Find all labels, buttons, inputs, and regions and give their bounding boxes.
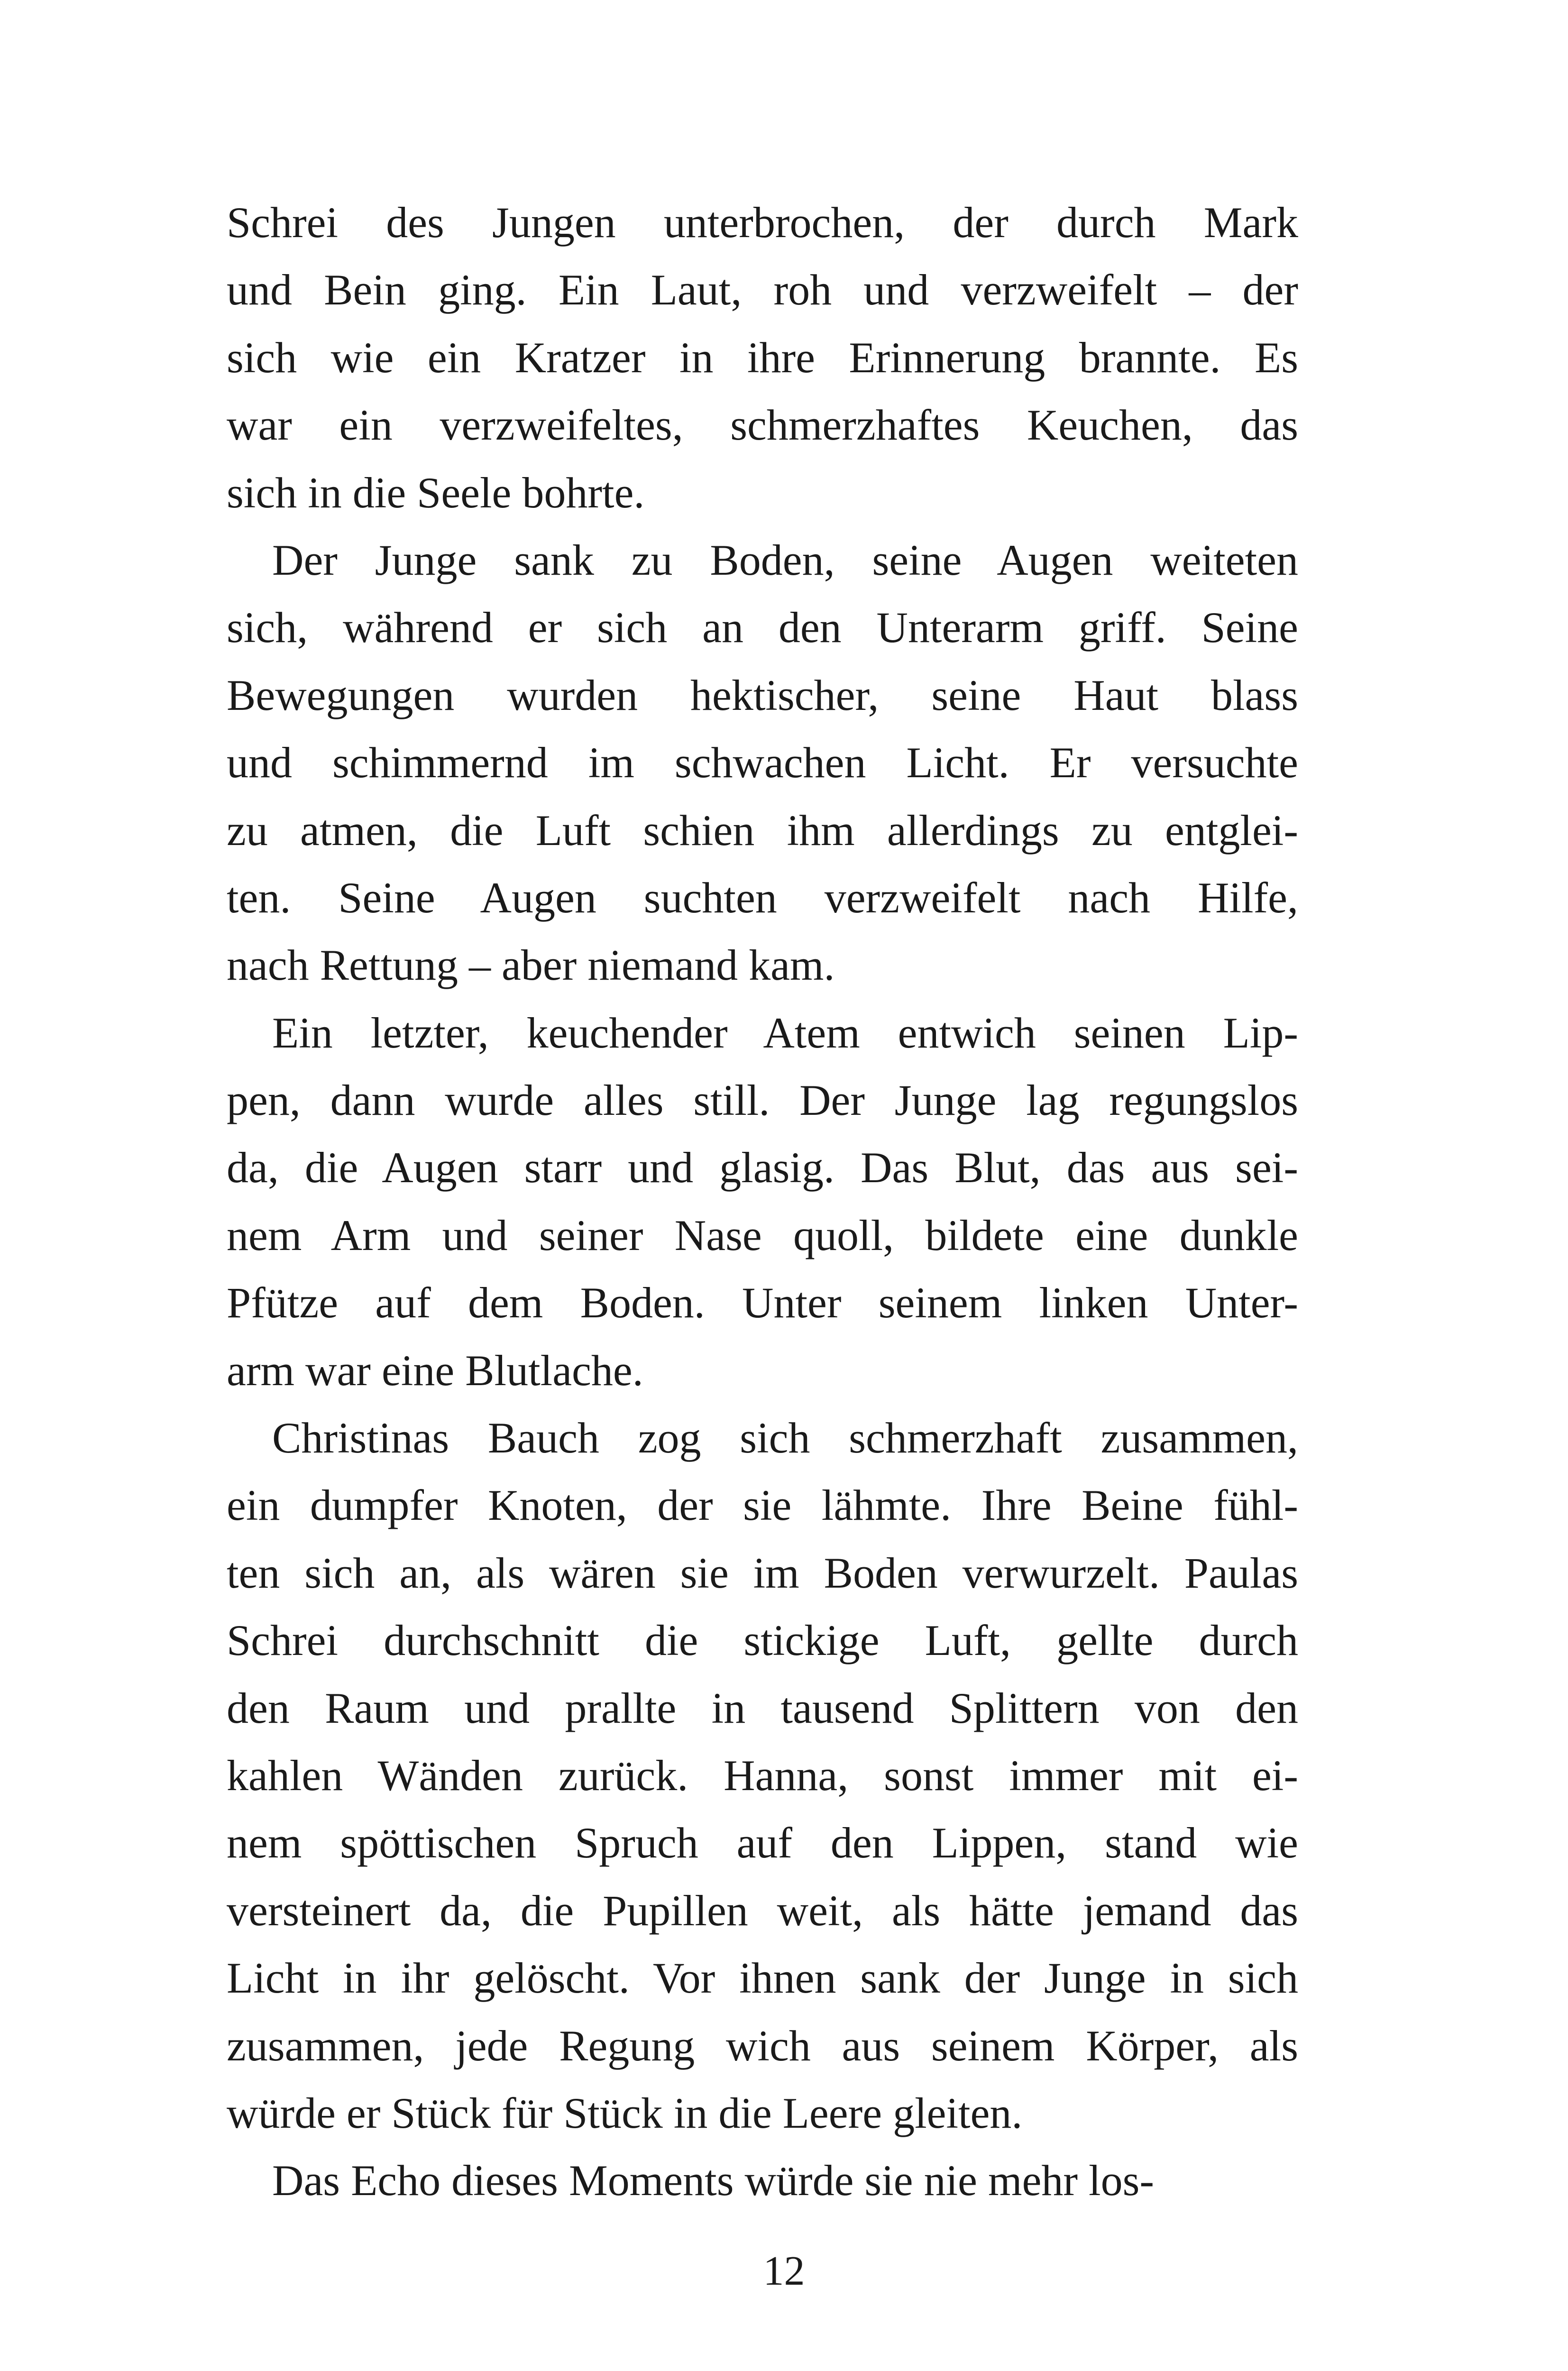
text-line: da, die Augen starr und glasig. Das Blut, das aus sei-	[227, 1143, 1298, 1192]
text-line: versteinert da, die Pupillen weit, als hätte jemand das	[227, 1886, 1298, 1935]
text-line: zu atmen, die Luft schien ihm allerdings zu entglei-	[227, 806, 1298, 855]
text-line: Ein letzter, keuchender Atem entwich seinen Lip-	[272, 1008, 1298, 1057]
text-line: Schrei durchschnitt die stickige Luft, gellte durch	[227, 1616, 1298, 1665]
text-line: Bewegungen wurden hektischer, seine Haut blass	[227, 671, 1298, 719]
text-line: ein dumpfer Knoten, der sie lähmte. Ihre Beine fühl-	[227, 1481, 1298, 1530]
text-line: Das Echo dieses Moments würde sie nie mehr los-	[272, 2156, 1155, 2205]
text-line: Christinas Bauch zog sich schmerzhaft zusammen,	[272, 1414, 1298, 1462]
text-line: sich wie ein Kratzer in ihre Erinnerung brannte. Es	[227, 333, 1298, 382]
text-line: nem Arm und seiner Nase quoll, bildete eine dunkle	[227, 1211, 1298, 1259]
text-line: sich in die Seele bohrte.	[227, 468, 645, 517]
text-line: sich, während er sich an den Unterarm griff. Seine	[227, 603, 1298, 652]
text-line: Der Junge sank zu Boden, seine Augen weiteten	[272, 535, 1298, 584]
text-line: Pfütze auf dem Boden. Unter seinem linken Unter-	[227, 1278, 1298, 1327]
text-line: kahlen Wänden zurück. Hanna, sonst immer mit ei-	[227, 1751, 1298, 1800]
text-line: Licht in ihr gelöscht. Vor ihnen sank der Junge in sich	[227, 1954, 1298, 2003]
text-line: und schimmernd im schwachen Licht. Er versuchte	[227, 738, 1298, 787]
text-line: pen, dann wurde alles still. Der Junge lag regungslos	[227, 1076, 1298, 1125]
text-line: den Raum und prallte in tausend Splittern von den	[227, 1683, 1298, 1732]
text-line: nach Rettung – aber niemand kam.	[227, 941, 835, 990]
text-line: arm war eine Blutlache.	[227, 1346, 643, 1395]
text-line: würde er Stück für Stück in die Leere gleiten.	[227, 2088, 1023, 2137]
text-line: war ein verzweifeltes, schmerzhaftes Keuchen, das	[227, 401, 1298, 450]
body-text	[227, 189, 1298, 2215]
text-line: zusammen, jede Regung wich aus seinem Körper, als	[227, 2021, 1298, 2070]
text-line: ten sich an, als wären sie im Boden verwurzelt. Paulas	[227, 1548, 1298, 1597]
page-number: 12	[763, 2248, 805, 2294]
text-line: und Bein ging. Ein Laut, roh und verzweifelt – der	[227, 266, 1298, 314]
text-line: Schrei des Jungen unterbrochen, der durch Mark	[227, 198, 1298, 247]
text-line: ten. Seine Augen suchten verzweifelt nach Hilfe,	[227, 873, 1298, 922]
text-line: nem spöttischen Spruch auf den Lippen, stand wie	[227, 1819, 1298, 1867]
